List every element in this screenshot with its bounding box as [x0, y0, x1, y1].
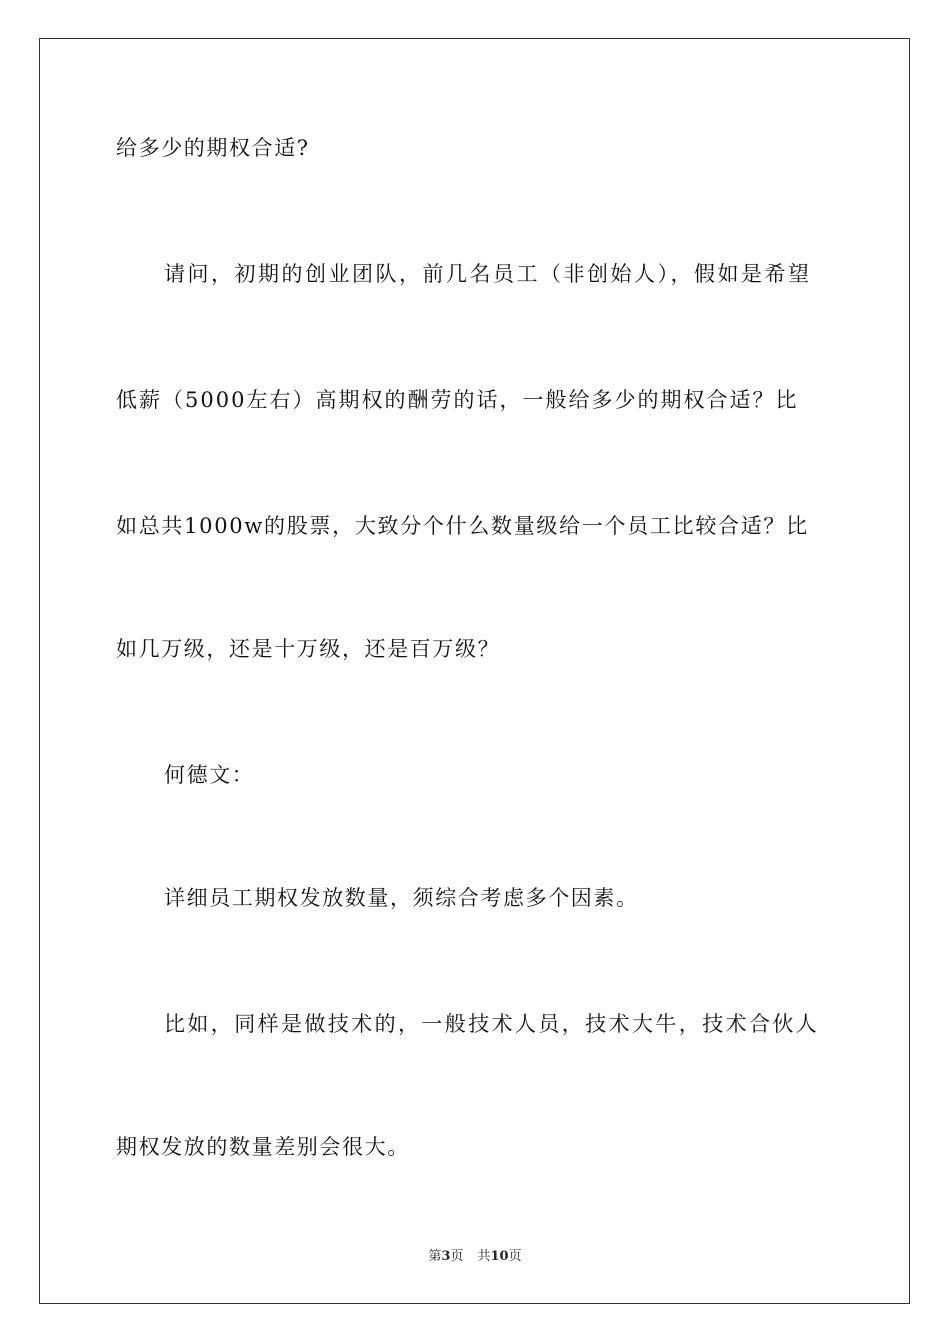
page-prefix: 第 — [428, 1249, 442, 1264]
body-line-2: 请问，初期的创业团队，前几名员工（非创始人），假如是希望 — [164, 262, 812, 286]
page-total: 10 — [490, 1249, 509, 1264]
page-suffix: 页 — [450, 1249, 464, 1264]
page-footer — [0, 1248, 950, 1266]
total-prefix: 共 — [477, 1249, 491, 1264]
body-line-4: 如总共1000w的股票，大致分个什么数量级给一个员工比较合适？比 — [116, 514, 809, 538]
body-line-5: 如几万级，还是十万级，还是百万级？ — [116, 637, 501, 661]
body-line-8: 比如，同样是做技术的，一般技术人员，技术大牛，技术合伙人 — [164, 1012, 820, 1036]
total-suffix: 页 — [508, 1249, 522, 1264]
body-line-7: 详细员工期权发放数量，须综合考虑多个因素。 — [164, 886, 639, 910]
body-line-3: 低薪（5000左右）高期权的酬劳的话，一般给多少的期权合适？比 — [116, 388, 799, 412]
page-current: 3 — [441, 1249, 451, 1264]
body-line-9: 期权发放的数量差别会很大。 — [116, 1135, 410, 1159]
page-border — [39, 38, 910, 1304]
speaker-label: 何德文： — [164, 763, 255, 787]
body-line-1: 给多少的期权合适? — [116, 136, 310, 160]
